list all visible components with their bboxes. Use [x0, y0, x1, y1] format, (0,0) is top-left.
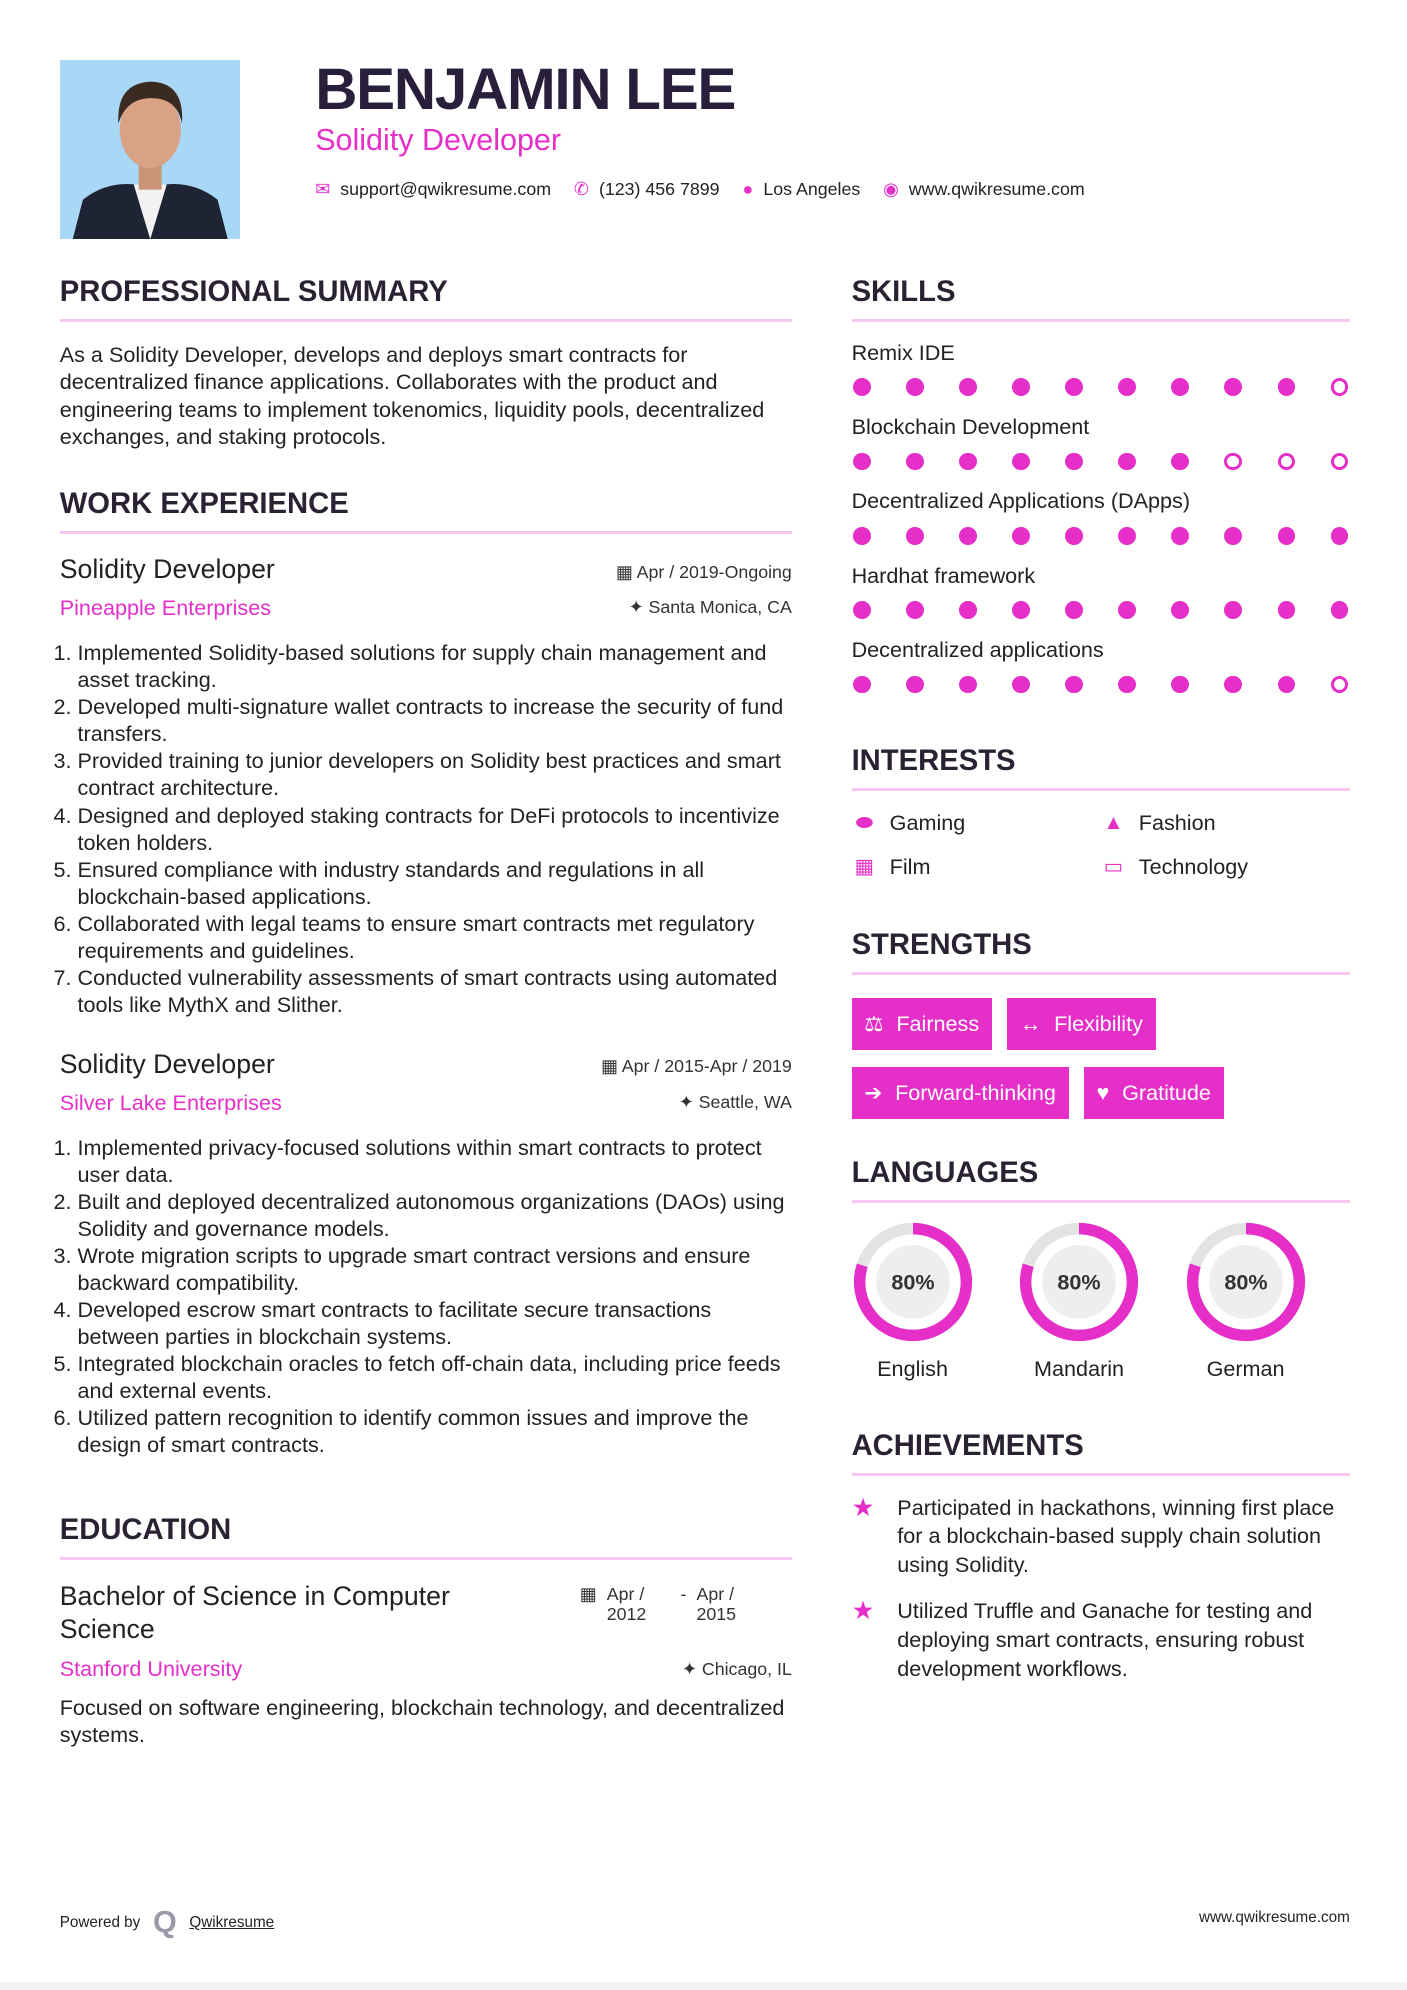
rating-dot-empty	[1331, 453, 1349, 471]
language-item	[852, 1221, 974, 1383]
achievement-item	[852, 1597, 1350, 1683]
language-donut	[1185, 1221, 1307, 1343]
shopping-bag-icon: ▲	[1103, 811, 1124, 834]
language-percent: 80%	[890, 1269, 935, 1295]
achievement-text: Utilized Truffle and Ganache for testing and deploying smart contracts, ensuring robust development workflows.	[897, 1598, 1313, 1681]
job-entry	[60, 554, 792, 1018]
interest-label: Fashion	[1138, 810, 1216, 836]
rating-dot-filled	[1224, 676, 1242, 694]
work-section	[60, 488, 792, 534]
strength-label: Gratitude	[1122, 1079, 1211, 1105]
job-bullet: 5. Ensured compliance with industry standards and regulations in all blockchain-based applications.	[78, 856, 792, 910]
degree: Bachelor of Science in Computer Science	[59, 1581, 450, 1645]
achievement-item	[852, 1494, 1350, 1580]
strength-tag	[852, 1067, 1069, 1119]
job-title: Solidity Developer	[59, 1048, 275, 1079]
rating-dot-filled	[1065, 453, 1083, 471]
company-name: Pineapple Enterprises	[59, 595, 272, 621]
job-bullets	[60, 1134, 792, 1459]
rating-dot-filled	[1331, 527, 1349, 545]
skill-rating	[852, 601, 1350, 619]
rating-dot-empty	[1331, 378, 1349, 396]
calendar-icon: ▦	[601, 1056, 622, 1077]
language-name: German	[1206, 1356, 1285, 1382]
laptop-icon: ▭	[1103, 856, 1123, 879]
rating-dot-filled	[1065, 527, 1083, 545]
skill-rating	[852, 378, 1350, 396]
contact-website[interactable]: www.qwikresume.com	[908, 179, 1085, 200]
job-location-text: Seattle, WA	[698, 1091, 792, 1112]
job-bullet: 1. Implemented Solidity-based solutions for supply chain management and asset tracking.	[78, 639, 792, 693]
contact-phone: (123) 456 7899	[598, 179, 720, 200]
job-location-text: Santa Monica, CA	[648, 597, 792, 618]
rating-dot-filled	[853, 601, 871, 619]
page-bottom-edge	[0, 1982, 1407, 1990]
skill-item	[852, 563, 1350, 619]
job-bullet: 5. Integrated blockchain oracles to fetch off-chain data, including price feeds and external events.	[78, 1350, 792, 1404]
skill-name: Decentralized Applications (DApps)	[851, 488, 1191, 514]
interest-item	[1101, 810, 1350, 836]
strength-label: Flexibility	[1054, 1011, 1143, 1037]
skill-item	[852, 637, 1350, 693]
rating-dot-filled	[1118, 378, 1136, 396]
job-location	[679, 1092, 792, 1113]
interest-item	[852, 854, 1101, 880]
job-bullet: 2. Developed multi-signature wallet contracts to increase the security of fund transfers.	[78, 693, 792, 747]
rating-dot-filled	[853, 378, 871, 396]
skill-rating	[852, 527, 1350, 545]
map-marker-icon: ●	[742, 179, 754, 200]
skill-name: Blockchain Development	[851, 414, 1090, 439]
rating-dot-filled	[1065, 378, 1083, 396]
pushpin-icon: ✦	[682, 1659, 702, 1680]
interests-section	[852, 745, 1350, 880]
pushpin-icon: ✦	[628, 597, 649, 618]
powered-by-label: Powered by	[59, 1914, 141, 1932]
interest-item	[852, 810, 1101, 836]
qwikresume-logo-icon: Q	[152, 1905, 177, 1940]
rating-dot-filled	[1118, 676, 1136, 694]
rating-dot-empty	[1278, 453, 1296, 471]
job-date-text: Apr / 2019-Ongoing	[636, 561, 792, 582]
interest-label: Technology	[1138, 853, 1249, 879]
envelope-icon: ✉	[315, 179, 331, 200]
job-title: Solidity Developer	[59, 554, 275, 585]
rating-dot-filled	[959, 453, 977, 471]
edu-description: Focused on software engineering, blockchain technology, and decentralized systems.	[59, 1694, 785, 1748]
achievements-heading: ACHIEVEMENTS	[852, 1430, 1350, 1476]
rating-dot-filled	[853, 453, 871, 471]
job-bullet: 6. Collaborated with legal teams to ensure smart contracts met regulatory requirements and guidelines.	[78, 910, 792, 964]
pushpin-icon: ✦	[678, 1091, 699, 1112]
skill-item	[852, 340, 1350, 396]
rating-dot-filled	[1012, 378, 1030, 396]
rating-dot-filled	[1065, 676, 1083, 694]
summary-section	[60, 276, 792, 451]
rating-dot-filled	[959, 676, 977, 694]
education-section	[60, 1514, 792, 1749]
interest-label: Gaming	[889, 810, 966, 836]
strength-tag	[852, 998, 992, 1050]
job-bullet: 2. Built and deployed decentralized autonomous organizations (DAOs) using Solidity and governance models.	[78, 1188, 792, 1242]
skill-name: Hardhat framework	[851, 562, 1036, 588]
rating-dot-filled	[1278, 601, 1296, 619]
job-date	[616, 562, 792, 583]
job-bullet: 7. Conducted vulnerability assessments of smart contracts using automated tools like MythX and Slither.	[78, 964, 792, 1018]
rating-dot-filled	[1171, 601, 1189, 619]
job-bullet: 6. Utilized pattern recognition to identify common issues and improve the design of smart contracts.	[78, 1404, 792, 1458]
language-chart	[1185, 1221, 1307, 1349]
rating-dot-filled	[853, 676, 871, 694]
summary-text: As a Solidity Developer, develops and deploys smart contracts for decentralized finance applications. Collaborates with the product and engineering teams to implement tokenomics, liquidity pools, decentralized exchanges, and staking protocols.	[59, 342, 765, 449]
job-bullet: 1. Implemented privacy-focused solutions within smart contracts to protect user data.	[78, 1134, 792, 1188]
edu-end-date: Apr / 2015	[696, 1584, 737, 1625]
film-icon: ▦	[854, 856, 874, 879]
company-name: Silver Lake Enterprises	[59, 1089, 282, 1115]
rating-dot-filled	[1012, 527, 1030, 545]
phone-icon: ✆	[573, 179, 589, 200]
profile-photo	[60, 60, 240, 239]
language-percent: 80%	[1223, 1269, 1268, 1295]
contact-email[interactable]: support@qwikresume.com	[340, 179, 552, 200]
language-donut	[1018, 1221, 1140, 1343]
strength-tag	[1007, 998, 1156, 1050]
interest-label: Film	[889, 853, 931, 879]
job-bullet: 3. Wrote migration scripts to upgrade smart contract versions and ensure backward compatibility.	[78, 1242, 792, 1296]
achievements-section	[852, 1430, 1350, 1683]
job-date-text: Apr / 2015-Apr / 2019	[621, 1056, 792, 1077]
school-name: Stanford University	[59, 1656, 243, 1682]
summary-heading: PROFESSIONAL SUMMARY	[60, 276, 792, 322]
rating-dot-filled	[1171, 676, 1189, 694]
languages-heading: LANGUAGES	[852, 1157, 1350, 1203]
rating-dot-filled	[906, 527, 924, 545]
rating-dot-filled	[906, 676, 924, 694]
rating-dot-filled	[959, 527, 977, 545]
job-location	[629, 597, 792, 618]
skill-name: Remix IDE	[851, 339, 955, 365]
language-item	[1018, 1221, 1140, 1383]
skill-name: Decentralized applications	[851, 636, 1104, 662]
achievement-text: Participated in hackathons, winning first place for a blockchain-based supply chain solution using Solidity.	[897, 1494, 1335, 1577]
rating-dot-filled	[906, 378, 924, 396]
globe-icon: ◉	[883, 179, 899, 200]
footer-website[interactable]: www.qwikresume.com	[1198, 1909, 1350, 1927]
candidate-role: Solidity Developer	[315, 123, 562, 158]
rating-dot-filled	[1118, 601, 1136, 619]
job-bullet: 3. Provided training to junior developers on Solidity best practices and smart contract architecture.	[78, 747, 792, 801]
rating-dot-filled	[1278, 378, 1296, 396]
rating-dot-filled	[1065, 601, 1083, 619]
interest-item	[1101, 854, 1350, 880]
strengths-heading: STRENGTHS	[852, 929, 1350, 975]
rating-dot-filled	[906, 453, 924, 471]
edu-location-text: Chicago, IL	[701, 1659, 792, 1680]
skills-section	[852, 276, 1350, 693]
rating-dot-filled	[1331, 601, 1349, 619]
rating-dot-filled	[1012, 601, 1030, 619]
contact-location: Los Angeles	[763, 179, 861, 200]
language-percent: 80%	[1057, 1269, 1101, 1295]
language-name: English	[877, 1356, 948, 1382]
arrows-h-icon: ↔	[1019, 1011, 1042, 1037]
skill-item	[852, 414, 1350, 470]
rating-dot-filled	[1224, 601, 1242, 619]
language-chart	[852, 1221, 974, 1349]
rating-dot-empty	[1331, 676, 1349, 694]
rating-dot-filled	[1012, 676, 1030, 694]
calendar-icon: ▦	[615, 561, 637, 582]
skill-rating	[852, 676, 1350, 694]
rating-dot-filled	[1224, 527, 1242, 545]
contact-bar	[315, 179, 1084, 200]
rating-dot-filled	[1278, 676, 1296, 694]
language-donut	[852, 1221, 974, 1343]
language-item	[1185, 1221, 1307, 1383]
languages-section	[852, 1157, 1350, 1383]
education-heading: EDUCATION	[60, 1514, 792, 1560]
shooting-star-icon: ★	[851, 1493, 875, 1522]
strength-label: Fairness	[896, 1011, 980, 1037]
balance-scale-icon: ⚖	[864, 1011, 884, 1037]
rating-dot-filled	[1118, 453, 1136, 471]
date-separator: -	[680, 1584, 687, 1605]
heart-icon: ♥	[1096, 1079, 1110, 1105]
shooting-star-icon: ★	[851, 1597, 875, 1626]
rating-dot-filled	[853, 527, 871, 545]
job-date	[601, 1056, 792, 1077]
gamepad-icon: ⬬	[855, 811, 873, 834]
skill-item	[852, 488, 1350, 544]
rating-dot-filled	[906, 601, 924, 619]
language-chart	[1018, 1221, 1140, 1349]
edu-start-date: Apr / 2012	[606, 1584, 647, 1625]
job-entry	[60, 1049, 792, 1459]
rating-dot-filled	[959, 601, 977, 619]
rating-dot-filled	[1224, 378, 1242, 396]
rating-dot-empty	[1224, 453, 1242, 471]
rating-dot-filled	[1118, 527, 1136, 545]
arrow-right-icon: ➔	[864, 1079, 883, 1105]
skill-rating	[852, 453, 1350, 471]
rating-dot-filled	[1171, 378, 1189, 396]
calendar-icon: ▦	[579, 1584, 597, 1605]
job-bullets	[60, 639, 792, 1018]
language-name: Mandarin	[1034, 1356, 1125, 1382]
footer-powered	[60, 1905, 274, 1940]
strength-label: Forward-thinking	[895, 1079, 1056, 1105]
strength-tag	[1084, 1067, 1224, 1119]
strengths-section	[852, 929, 1350, 1119]
interests-heading: INTERESTS	[852, 745, 1350, 791]
rating-dot-filled	[959, 378, 977, 396]
qwikresume-link[interactable]: Qwikresume	[189, 1914, 275, 1932]
skills-heading: SKILLS	[852, 276, 1350, 322]
job-bullet: 4. Developed escrow smart contracts to facilitate secure transactions between parties in blockchain systems.	[78, 1296, 792, 1350]
rating-dot-filled	[1171, 453, 1189, 471]
candidate-name: BENJAMIN LEE	[315, 56, 736, 122]
work-heading: WORK EXPERIENCE	[60, 488, 792, 534]
job-bullet: 4. Designed and deployed staking contracts for DeFi protocols to incentivize token holders.	[78, 802, 792, 856]
rating-dot-filled	[1278, 527, 1296, 545]
edu-location	[682, 1659, 792, 1680]
rating-dot-filled	[1171, 527, 1189, 545]
rating-dot-filled	[1012, 453, 1030, 471]
